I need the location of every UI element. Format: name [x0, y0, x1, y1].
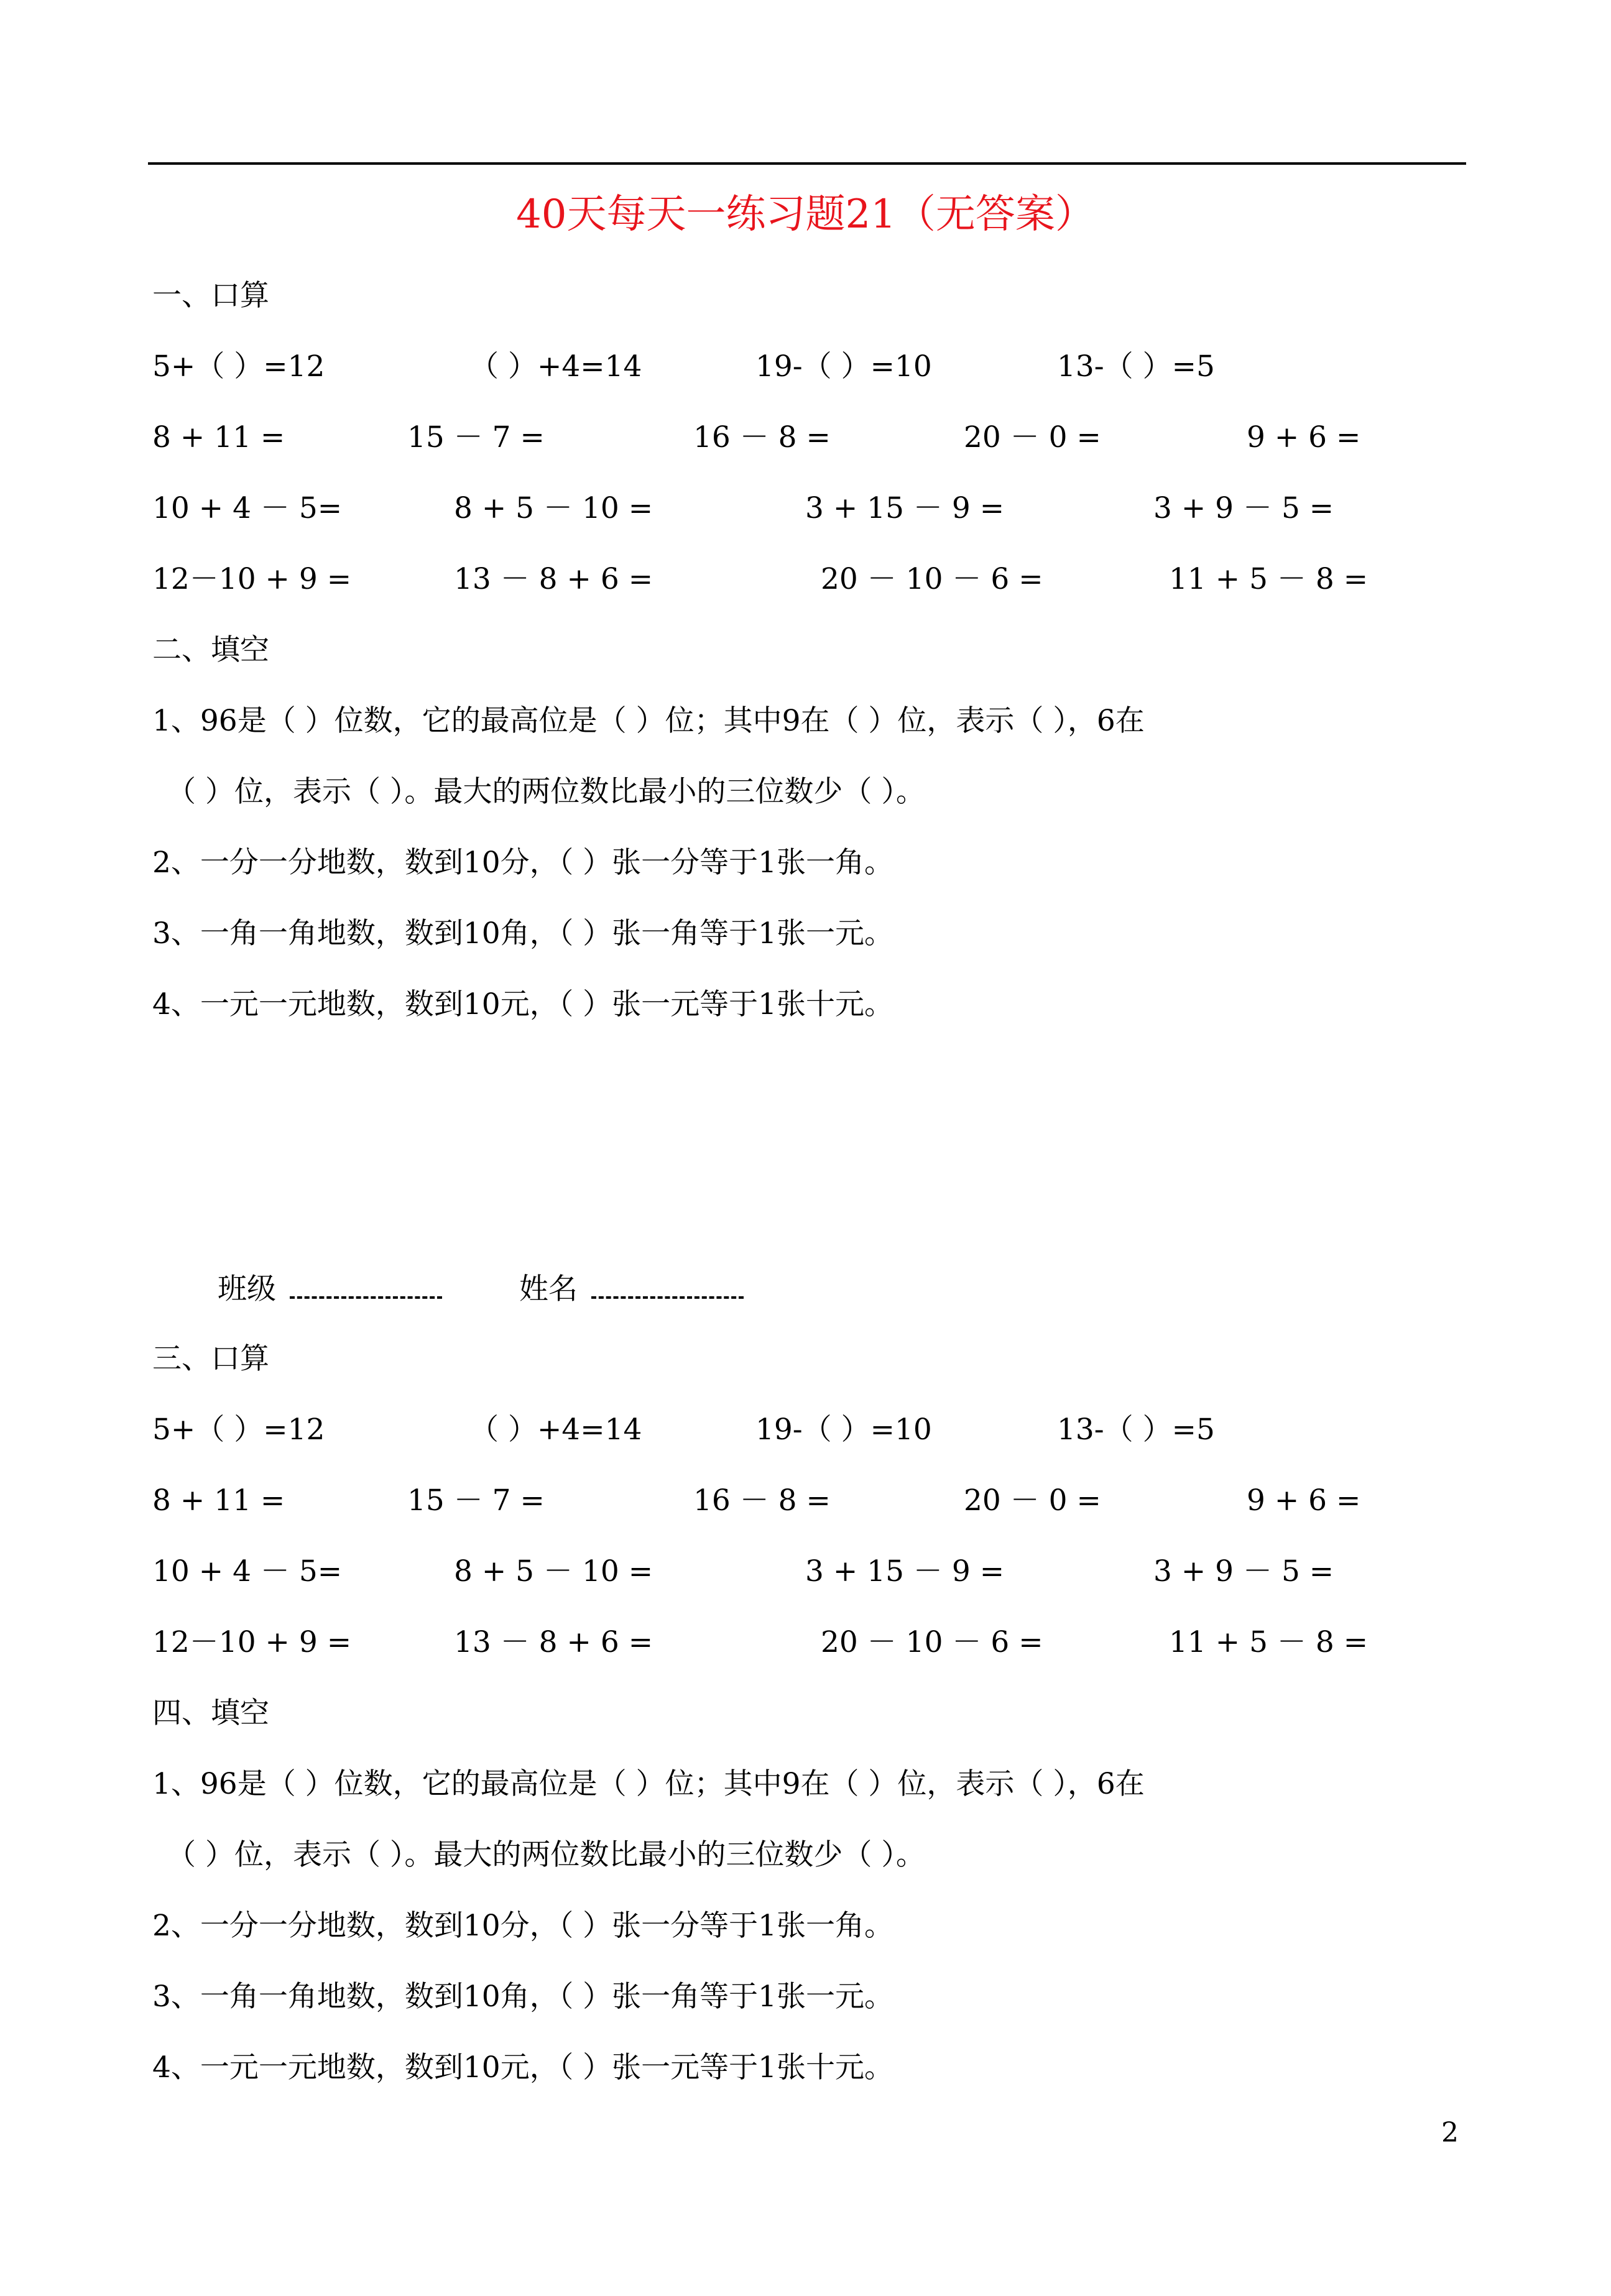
section-heading: 四、填空	[152, 1696, 269, 1730]
fill-in-question: 3、一角一角地数，数到10角，（ ）张一角等于1张一元。	[152, 1980, 894, 2014]
math-item: 20 － 0 =	[964, 1483, 1101, 1518]
header-rule	[148, 162, 1466, 165]
page-number: 2	[1441, 2117, 1459, 2149]
page-title: 40天每天一练习题21（无答案）	[516, 191, 1095, 237]
math-item: 5+（ ）=12	[152, 1413, 325, 1447]
math-item: 5+（ ）=12	[152, 349, 325, 384]
math-item: 3 + 9 － 5 =	[1153, 1554, 1334, 1588]
math-item: 12－10 + 9 =	[152, 1625, 352, 1659]
section-heading: 一、口算	[152, 279, 269, 313]
fill-in-question: 1、96是（ ）位数，它的最高位是（ ）位；其中9在（ ）位，表示（ ），6在	[152, 1767, 1145, 1801]
math-item: 13-（ ）=5	[1057, 1413, 1215, 1447]
class-label: 班级	[218, 1272, 276, 1306]
math-item: （ ）+4=14	[469, 1413, 642, 1447]
math-item: 13 － 8 + 6 =	[454, 1625, 653, 1659]
math-item: 15 － 7 =	[407, 1483, 545, 1518]
math-item: 13-（ ）=5	[1057, 349, 1215, 384]
math-item: 12－10 + 9 =	[152, 562, 352, 596]
math-item: 8 + 11 =	[152, 420, 285, 454]
math-item: 10 + 4 － 5=	[152, 1554, 343, 1588]
section-heading: 二、填空	[152, 633, 269, 667]
math-item: 13 － 8 + 6 =	[454, 562, 653, 596]
math-item: 16 － 8 =	[693, 1483, 831, 1518]
fill-in-question: 2、一分一分地数，数到10分，（ ）张一分等于1张一角。	[152, 846, 894, 880]
fill-in-question: 4、一元一元地数，数到10元，（ ）张一元等于1张十元。	[152, 2050, 894, 2085]
class-field[interactable]	[218, 1271, 442, 1308]
math-item: 3 + 15 － 9 =	[805, 491, 1005, 525]
math-item: 16 － 8 =	[693, 420, 831, 454]
math-item: 8 + 5 － 10 =	[454, 1554, 653, 1588]
math-item: （ ）+4=14	[469, 349, 642, 384]
math-item: 20 － 0 =	[964, 420, 1101, 454]
math-item: 8 + 5 － 10 =	[454, 491, 653, 525]
math-item: 20 － 10 － 6 =	[821, 562, 1043, 596]
math-item: 10 + 4 － 5=	[152, 491, 343, 525]
class-blank[interactable]	[290, 1275, 442, 1299]
math-item: 15 － 7 =	[407, 420, 545, 454]
math-item: 11 + 5 － 8 =	[1169, 562, 1369, 596]
fill-in-question: （ ）位，表示（ ）。最大的两位数比最小的三位数少（ ）。	[167, 775, 925, 809]
fill-in-question: 1、96是（ ）位数，它的最高位是（ ）位；其中9在（ ）位，表示（ ），6在	[152, 704, 1145, 738]
math-item: 9 + 6 =	[1247, 420, 1361, 454]
name-field[interactable]	[519, 1271, 744, 1308]
fill-in-question: 3、一角一角地数，数到10角，（ ）张一角等于1张一元。	[152, 916, 894, 951]
fill-in-question: （ ）位，表示（ ）。最大的两位数比最小的三位数少（ ）。	[167, 1838, 925, 1872]
math-item: 19-（ ）=10	[755, 1413, 932, 1447]
math-item: 19-（ ）=10	[755, 349, 932, 384]
math-item: 3 + 15 － 9 =	[805, 1554, 1005, 1588]
fill-in-question: 4、一元一元地数，数到10元，（ ）张一元等于1张十元。	[152, 987, 894, 1021]
fill-in-question: 2、一分一分地数，数到10分，（ ）张一分等于1张一角。	[152, 1909, 894, 1943]
section-heading: 三、口算	[152, 1342, 269, 1376]
math-item: 3 + 9 － 5 =	[1153, 491, 1334, 525]
name-blank[interactable]	[591, 1275, 744, 1299]
name-label: 姓名	[519, 1272, 578, 1306]
math-item: 8 + 11 =	[152, 1483, 285, 1518]
math-item: 9 + 6 =	[1247, 1483, 1361, 1518]
math-item: 11 + 5 － 8 =	[1169, 1625, 1369, 1659]
math-item: 20 － 10 － 6 =	[821, 1625, 1043, 1659]
